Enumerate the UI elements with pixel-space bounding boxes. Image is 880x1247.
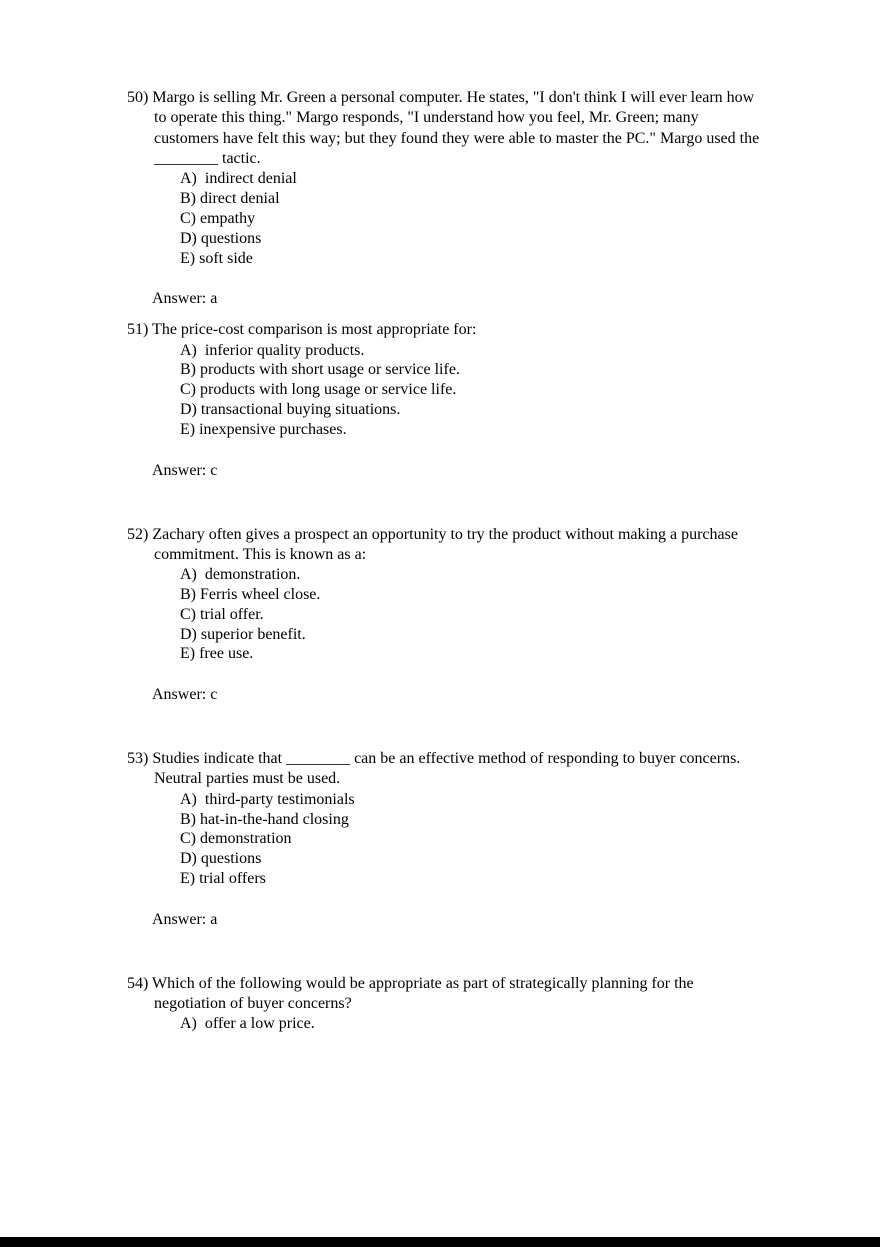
options-list <box>127 1014 762 1034</box>
question-block-53 <box>127 749 762 930</box>
option-a: A) demonstration. <box>180 566 301 584</box>
question-number: 50) <box>127 89 149 106</box>
option-b: B) products with short usage or service life. <box>180 361 460 379</box>
option-d: D) superior benefit. <box>180 625 306 643</box>
option-c: C) products with long usage or service life. <box>180 381 457 399</box>
option-b: B) Ferris wheel close. <box>180 585 321 603</box>
option-a: A) offer a low price. <box>180 1015 315 1033</box>
option-d: D) questions <box>180 229 262 247</box>
question-text-line <box>127 749 762 790</box>
answer-line: Answer: a <box>152 910 218 928</box>
question-number: 51) <box>127 321 149 339</box>
option-e: E) soft side <box>180 249 253 267</box>
answer-line: Answer: c <box>152 686 218 704</box>
question-block-54 <box>127 974 762 1034</box>
question-text: Margo is selling Mr. Green a personal computer. He states, "I don't think I will ever learn how to operate this thing." Margo responds, "I understand how you feel, Mr. Green; many customers have felt this way; but they found they were able to master the PC." Margo used the ________ tactic. <box>152 89 760 167</box>
option-e: E) inexpensive purchases. <box>180 420 347 438</box>
question-block-52 <box>127 525 762 706</box>
options-list <box>127 565 762 664</box>
question-block-50 <box>127 88 762 309</box>
bottom-bar <box>0 1237 880 1247</box>
options-list <box>127 169 762 268</box>
option-a: A) indirect denial <box>180 170 297 188</box>
question-number: 52) <box>127 525 149 543</box>
option-b: B) direct denial <box>180 190 280 208</box>
question-text-line <box>127 88 762 169</box>
option-b: B) hat-in-the-hand closing <box>180 810 349 828</box>
option-d: D) questions <box>180 850 262 868</box>
question-number: 54) <box>127 974 149 992</box>
question-text: Which of the following would be appropriate as part of strategically planning for the negotiation of buyer concerns? <box>152 974 694 1012</box>
option-e: E) trial offers <box>180 870 266 888</box>
option-c: C) demonstration <box>180 830 292 848</box>
option-c: C) trial offer. <box>180 605 264 623</box>
answer-line: Answer: c <box>152 461 218 479</box>
options-list <box>127 790 762 889</box>
question-text: Zachary often gives a prospect an opportunity to try the product without making a purchase commitment. This is known as a: <box>152 525 738 563</box>
option-c: C) empathy <box>180 209 256 227</box>
question-text-line <box>127 525 762 566</box>
option-d: D) transactional buying situations. <box>180 401 401 419</box>
question-number: 53) <box>127 750 149 768</box>
question-text-line <box>127 974 762 1015</box>
option-e: E) free use. <box>180 645 254 663</box>
option-a: A) third-party testimonials <box>180 790 355 808</box>
answer-line: Answer: a <box>152 290 218 308</box>
question-text: The price-cost comparison is most appropriate for: <box>152 321 477 339</box>
question-block-51 <box>127 320 762 480</box>
options-list <box>127 341 762 440</box>
option-a: A) inferior quality products. <box>180 341 365 359</box>
question-text: Studies indicate that ________ can be an effective method of responding to buyer concerns. Neutral parties must be used. <box>152 750 741 788</box>
question-text-line <box>127 320 762 340</box>
